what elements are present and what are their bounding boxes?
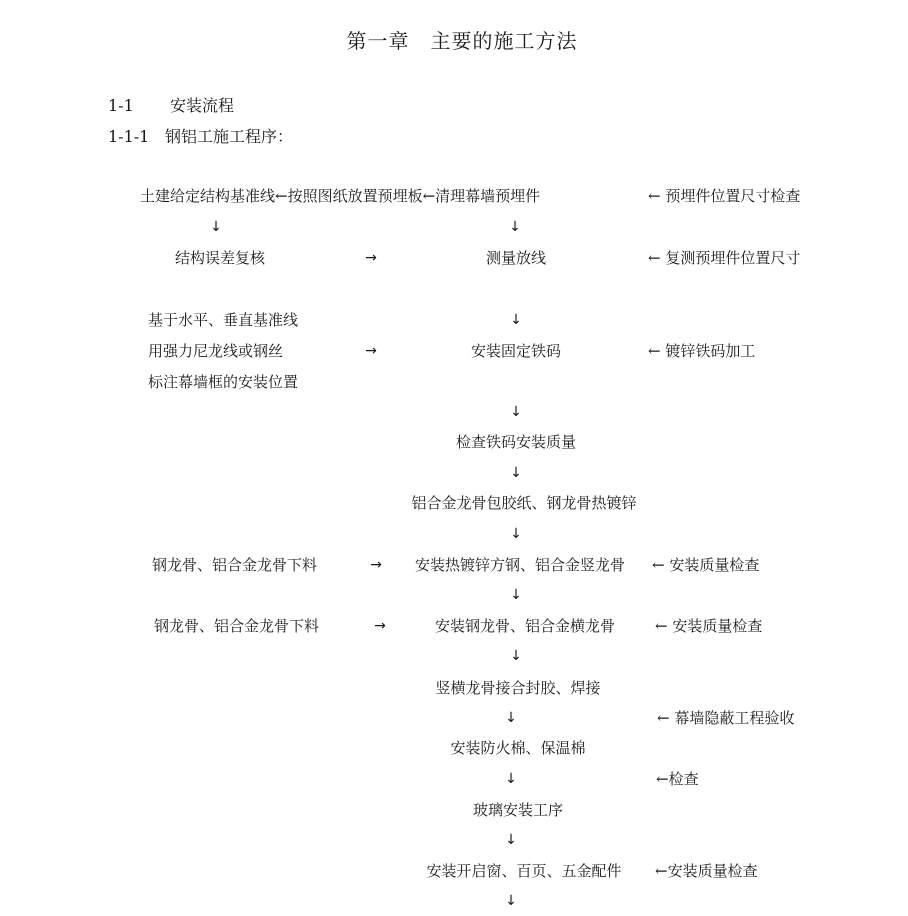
chapter-title: 第一章 主要的施工方法 bbox=[346, 29, 578, 53]
flow-glass: 玻璃安装工序 bbox=[472, 801, 564, 819]
flow-seal-weld: 竖横龙骨接合封胶、焊接 bbox=[435, 679, 601, 697]
subsection-number: 1-1-1 bbox=[108, 127, 150, 146]
down-arrow-icon: ↓ bbox=[510, 312, 522, 328]
flow-baseline-line3: 标注幕墙框的安装位置 bbox=[148, 373, 299, 391]
down-arrow-icon: ↓ bbox=[510, 587, 522, 603]
down-arrow-icon: ↓ bbox=[510, 526, 522, 542]
down-arrow-icon: ↓ bbox=[510, 404, 522, 420]
section-number: 1-1 bbox=[108, 96, 134, 115]
flow-check-iron: 检查铁码安装质量 bbox=[455, 433, 577, 451]
down-arrow-icon: ↓ bbox=[505, 710, 517, 726]
flow-check-note: ←检查 bbox=[656, 770, 699, 788]
flow-horizontal-note: ← 安装质量检查 bbox=[655, 617, 763, 635]
down-arrow-icon: ↓ bbox=[505, 893, 517, 909]
flow-vertical-note: ← 安装质量检查 bbox=[652, 556, 760, 574]
flow-install-horizontal-keel: 安装钢龙骨、铝合金横龙骨 bbox=[434, 617, 616, 635]
flow-cut-material-2: 钢龙骨、铝合金龙骨下料 bbox=[154, 617, 320, 635]
down-arrow-icon: ↓ bbox=[505, 771, 517, 787]
flow-structure-check: 结构误差复核 bbox=[174, 249, 266, 267]
flow-window-hardware: 安装开启窗、百页、五金配件 bbox=[426, 862, 622, 880]
flow-row1-note: ← 预埋件位置尺寸检查 bbox=[648, 187, 801, 205]
section-title: 安装流程 bbox=[170, 96, 235, 115]
down-arrow-icon: ↓ bbox=[210, 219, 222, 235]
flow-baseline-line1: 基于水平、垂直基准线 bbox=[148, 311, 299, 329]
flow-install-vertical-keel: 安装热镀锌方钢、铝合金竖龙骨 bbox=[414, 556, 626, 574]
right-arrow-icon: → bbox=[365, 343, 377, 359]
down-arrow-icon: ↓ bbox=[510, 465, 522, 481]
down-arrow-icon: ↓ bbox=[509, 219, 521, 235]
flow-row1-text: 土建给定结构基准线←按照图纸放置预埋板←清理幕墙预埋件 bbox=[140, 187, 541, 205]
flow-survey: 测量放线 bbox=[485, 249, 547, 267]
down-arrow-icon: ↓ bbox=[505, 832, 517, 848]
flow-fireproof: 安装防火棉、保温棉 bbox=[450, 739, 586, 757]
right-arrow-icon: → bbox=[365, 250, 377, 266]
subsection-title: 钢铝工施工程序： bbox=[165, 127, 294, 146]
flow-baseline-line2: 用强力尼龙线或钢丝 bbox=[148, 342, 284, 360]
flow-concealed-note: ← 幕墙隐蔽工程验收 bbox=[657, 709, 795, 727]
flow-row3-note: ← 镀锌铁码加工 bbox=[648, 342, 756, 360]
down-arrow-icon: ↓ bbox=[510, 648, 522, 664]
flow-window-note: ←安装质量检查 bbox=[655, 862, 758, 880]
flow-cut-material-1: 钢龙骨、铝合金龙骨下料 bbox=[152, 556, 318, 574]
right-arrow-icon: → bbox=[374, 618, 386, 634]
right-arrow-icon: → bbox=[370, 557, 382, 573]
flow-wrap-galvanize: 铝合金龙骨包胶纸、钢龙骨热镀锌 bbox=[411, 494, 637, 512]
flow-row2-note: ← 复测预埋件位置尺寸 bbox=[648, 249, 801, 267]
flow-install-iron: 安装固定铁码 bbox=[470, 342, 562, 360]
